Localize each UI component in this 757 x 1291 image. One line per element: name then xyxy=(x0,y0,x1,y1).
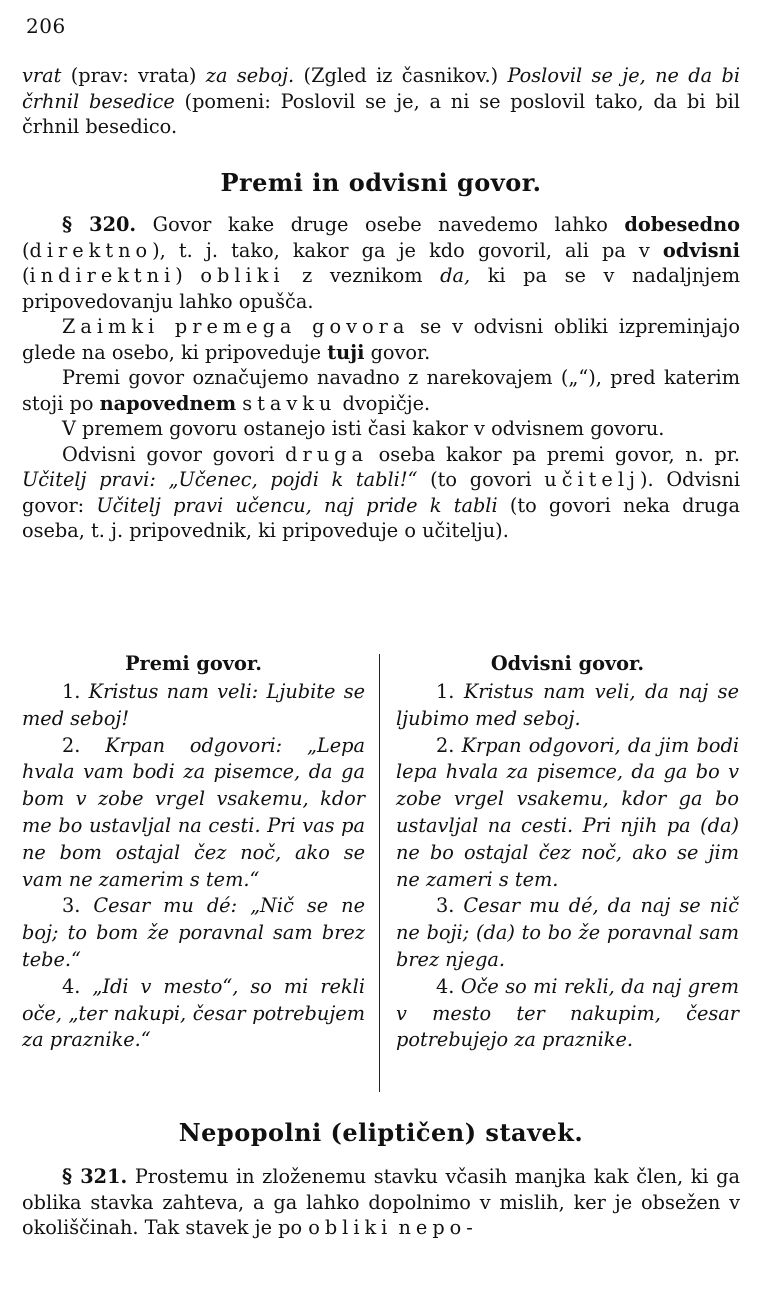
item-text: Oče so mi rekli, da naj grem v mesto ter nakupim, česar potrebujejo za praznike. xyxy=(396,974,739,1052)
text: ), t. j. tako, kakor ga je kdo govoril, ali pa v xyxy=(152,238,663,262)
text: se v odvisni obliki izpreminjajo glede na osebo, ki pripoveduje xyxy=(22,315,740,364)
section-320-paragraph-2 xyxy=(22,314,740,365)
intro-text-3: (pomeni: Poslovil se je, a ni se poslovil tako, da bi bil črhnil besedico. xyxy=(22,89,741,138)
column-title-indirect: Odvisni govor. xyxy=(490,652,645,675)
text: Prostemu in zloženemu stavku včasih manjka kak člen, ki ga oblika stavka zahteva, a ga lahko dopolnimo v mislih, ker je obsežen v okoliščinah. Tak stavek je po xyxy=(22,1165,740,1239)
list-item xyxy=(396,893,739,973)
section-320-paragraph-3 xyxy=(22,365,740,416)
item-number: 3. xyxy=(436,894,464,918)
section-320-paragraph-1 xyxy=(22,212,740,314)
list-item xyxy=(396,733,739,894)
item-number: 4. xyxy=(436,974,461,998)
intro-italic-3: Poslovil se je, ne da bi črhnil besedice xyxy=(22,64,741,113)
section-320 xyxy=(22,212,740,544)
intro-paragraph xyxy=(22,63,740,140)
text: dvopičje. xyxy=(336,391,431,415)
list-item xyxy=(22,679,365,733)
term-da: da, xyxy=(440,264,471,287)
item-text: „Idi v mesto“, so mi rekli oče, „ter nakupi, česar potrebujem za praznike.“ xyxy=(22,974,365,1052)
column-divider xyxy=(379,654,380,1092)
term-indirektni: indirektni xyxy=(29,264,176,287)
term-nepo: nepo- xyxy=(398,1216,478,1239)
item-number: 2. xyxy=(62,733,106,757)
text: z veznikom xyxy=(284,264,441,287)
item-number: 2. xyxy=(436,733,462,757)
term-obliki: obliki xyxy=(308,1216,393,1239)
list-item xyxy=(22,893,365,973)
heading-direct-indirect-speech: Premi in odvisni govor. xyxy=(220,168,542,197)
text: ( xyxy=(22,264,30,287)
section-320-mark: § 320. xyxy=(62,213,137,236)
intro-text-2: (Zgled iz časnikov.) xyxy=(294,64,508,87)
term-odvisni: odvisni xyxy=(662,238,740,262)
intro-italic-2: za seboj. xyxy=(205,64,295,87)
list-item xyxy=(396,974,739,1054)
text: ( xyxy=(22,238,30,262)
text: Govor kake druge osebe navedemo lahko xyxy=(136,213,625,236)
term-obliki: obliki xyxy=(200,264,285,287)
term-ucitelj: učitelj xyxy=(544,468,640,491)
text: (to govori neka druga oseba, t. j. pripovednik, ki pripoveduje o učitelju). xyxy=(22,493,740,542)
term-stavku: stavku xyxy=(242,391,337,415)
section-320-paragraph-5 xyxy=(22,442,740,544)
item-number: 1. xyxy=(436,680,464,703)
term-druga: druga xyxy=(285,442,368,466)
text: Premi govor označujemo navadno z narekovajem („“), pred katerim stoji po xyxy=(22,366,740,415)
item-text: Cesar mu dé: „Nič se ne boj; to bom že poravnal sam brez tebe.“ xyxy=(22,894,365,971)
example-direct: Učitelj pravi: „Učenec, pojdi k tabli!“ xyxy=(22,468,418,491)
text: ). Odvisni govor: xyxy=(22,468,741,517)
heading-elliptical-sentence: Nepopolni (eliptičen) stavek. xyxy=(178,1118,584,1147)
page-number: 206 xyxy=(26,14,66,38)
term-dobesedno: dobesedno xyxy=(624,213,740,236)
item-text: Krpan odgovori, da jim bodi lepa hvala za pisemce, da ga bo v zobe vrgel vsakemu, kdor ga bo ustavljal na cesti. Pri njih pa (da) ne bo ostajal čez noč, ako se jim ne zameri s tem. xyxy=(396,733,739,891)
section-320-paragraph-4: V premem govoru ostanejo isti časi kakor v odvisnem govoru. xyxy=(62,417,665,440)
item-number: 1. xyxy=(62,680,89,703)
term-direktno: direktno xyxy=(29,238,153,262)
example-indirect: Učitelj pravi učencu, naj pride k tabli xyxy=(96,493,498,517)
item-text: Cesar mu dé, da naj se nič ne boji; (da) to bo že poravnal sam brez njega. xyxy=(396,894,739,971)
text: Odvisni govor govori xyxy=(62,442,286,466)
column-title-direct: Premi govor. xyxy=(125,652,262,675)
text: ki pa se v nadaljnjem pripovedovanju lahko opušča. xyxy=(22,264,740,313)
column-direct-speech xyxy=(22,650,365,1054)
text: (to govori xyxy=(417,468,545,491)
text: ) xyxy=(175,264,201,287)
section-321 xyxy=(22,1164,740,1241)
text: oseba kakor pa premi govor, n. pr. xyxy=(367,442,740,466)
term-tuji: tuji xyxy=(327,340,365,364)
item-number: 4. xyxy=(62,974,93,998)
section-321-paragraph-1 xyxy=(22,1164,740,1241)
term-napovednem: napovednem xyxy=(99,391,237,415)
intro-italic-1: vrat xyxy=(22,64,62,87)
term-zaimki: Zaimki premega govora xyxy=(62,315,410,338)
intro-text-1: (prav: vrata) xyxy=(61,64,206,87)
column-indirect-speech xyxy=(396,650,739,1054)
list-item xyxy=(22,974,365,1054)
text: govor. xyxy=(364,340,431,364)
list-item xyxy=(22,733,365,894)
list-item xyxy=(396,679,739,733)
comparison-table xyxy=(22,650,740,1095)
item-text: Kristus nam veli: Ljubite se med seboj! xyxy=(22,680,365,730)
section-321-mark: § 321. xyxy=(62,1165,128,1188)
item-text: Kristus nam veli, da naj se ljubimo med seboj. xyxy=(396,680,739,730)
item-text: Krpan odgovori: „Lepa hvala vam bodi za pisemce, da ga bom v zobe vrgel vsakemu, kdor me bo ustavljal na cesti. Pri vas pa ne bom ostajal čez noč, ako se vam ne zamerim s tem.“ xyxy=(22,733,365,891)
item-number: 3. xyxy=(62,894,94,918)
